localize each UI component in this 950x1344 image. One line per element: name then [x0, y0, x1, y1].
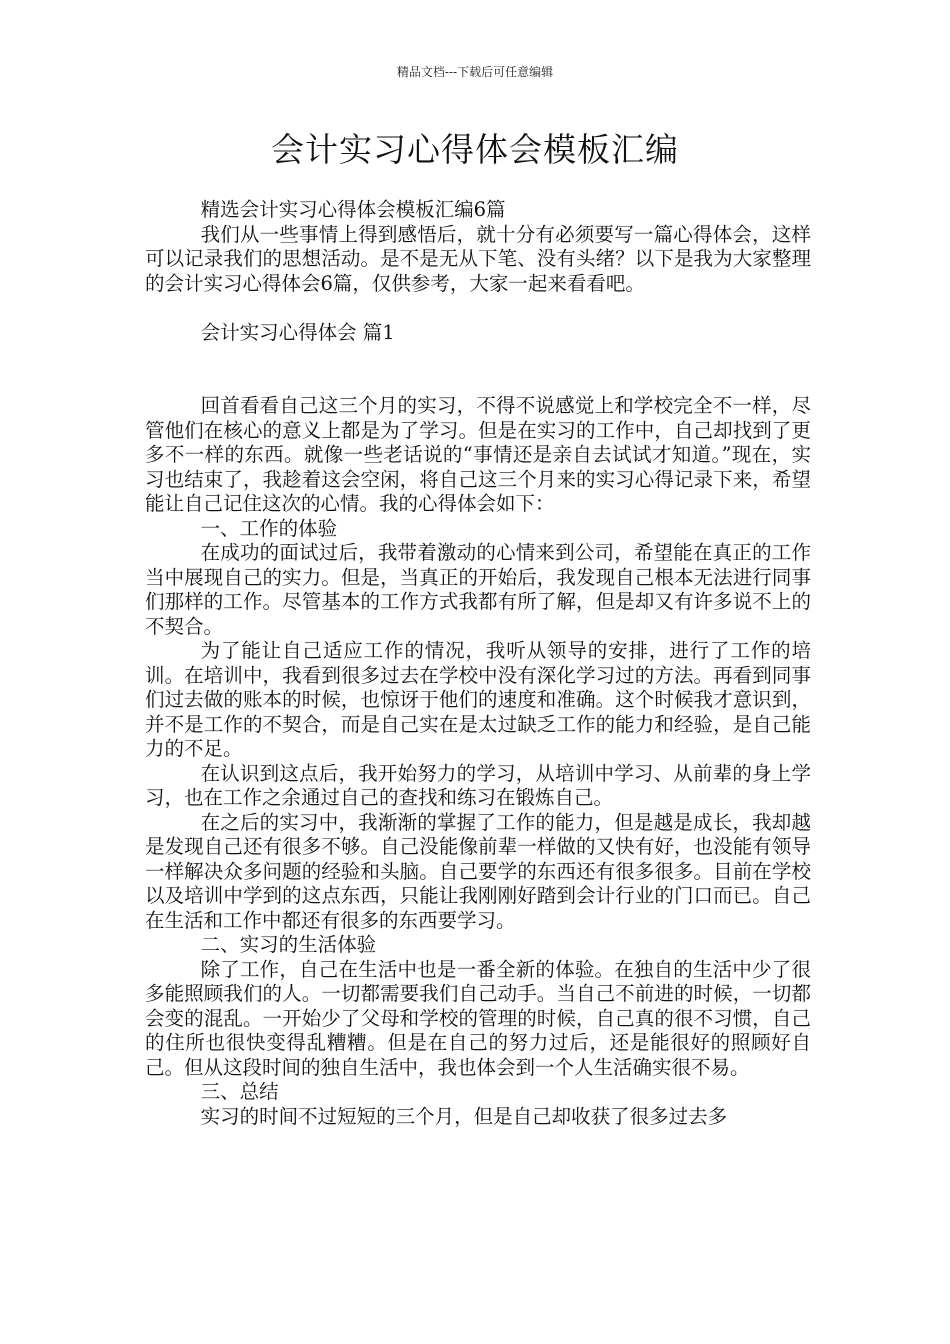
- paragraph-intro-subtitle: 精选会计实习心得体会模板汇编6篇: [200, 198, 506, 221]
- subheading-work-experience: 一、工作的体验: [200, 516, 338, 540]
- paragraph-intro: 我们从一些事情上得到感悟后，就十分有必须要写一篇心得体会，这样可以记录我们的思想活动。是不是无从下笔、没有头绪？以下是我为大家整理的会计实习心得体会6篇，仅供参考，大家一起来看看吧。: [145, 222, 811, 295]
- section-heading-part-1: 会计实习心得体会 篇1: [200, 320, 395, 344]
- document-body: [145, 198, 811, 1129]
- header-note: 精品文档---下载后可任意编辑: [396, 65, 554, 79]
- paragraph-life: 除了工作，自己在生活中也是一番全新的体验。在独自的生活中少了很多能照顾我们的人。一切都需要我们自己动手。当自己不前进的时候，一切都会变的混乱。一开始少了父母和学校的管理的时候，自己真的很不习惯，自己的住所也很快变得乱糟糟。但是在自己的努力过后，还是能很好的照顾好自己。但从这段时间的独自生活中，我也体会到一个人生活确实很不易。: [145, 957, 811, 1079]
- paragraph-work-4: 在之后的实习中，我渐渐的掌握了工作的能力，但是越是成长，我却越是发现自己还有很多不够。自己没能像前辈一样做的又快有好，也没能有领导一样解决众多问题的经验和头脑。自己要学的东西还有很多很多。目前在学校以及培训中学到的这点东西，只能让我刚刚好踏到会计行业的门口而已。自己在生活和工作中都还有很多的东西要学习。: [145, 810, 811, 932]
- subheading-life-experience: 二、实习的生活体验: [200, 933, 377, 956]
- paragraph-opening: 回首看看自己这三个月的实习，不得不说感觉上和学校完全不一样，尽管他们在核心的意义上都是为了学习。但是在实习的工作中，自己却找到了更多不一样的东西。就像一些老话说的“事情还是亲自去试试才知道。”现在，实习也结束了，我趁着这会空闲，将自己这三个月来的实习心得记录下来，希望能让自己记住这次的心情。我的心得体会如下：: [145, 394, 811, 515]
- subheading-summary: 三、总结: [200, 1080, 279, 1103]
- paragraph-work-3: 在认识到这点后，我开始努力的学习，从培训中学习、从前辈的身上学习，也在工作之余通过自己的查找和练习在锻炼自己。: [145, 761, 811, 809]
- paragraph-summary: 实习的时间不过短短的三个月，但是自己却收获了很多过去多: [200, 1104, 728, 1128]
- paragraph-work-1: 在成功的面试过后，我带着激动的心情来到公司，希望能在真正的工作当中展现自己的实力。但是，当真正的开始后，我发现自己根本无法进行同事们那样的工作。尽管基本的工作方式我都有所了解，但是却又有许多说不上的不契合。: [145, 541, 811, 638]
- document-title: 会计实习心得体会模板汇编: [271, 130, 679, 169]
- paragraph-work-2: 为了能让自己适应工作的情况，我听从领导的安排，进行了工作的培训。在培训中，我看到很多过去在学校中没有深化学习过的方法。再看到同事们过去做的账本的时候，也惊讶于他们的速度和准确。这个时候我才意识到，并不是工作的不契合，而是自己实在是太过缺乏工作的能力和经验，是自己能力的不足。: [145, 639, 811, 760]
